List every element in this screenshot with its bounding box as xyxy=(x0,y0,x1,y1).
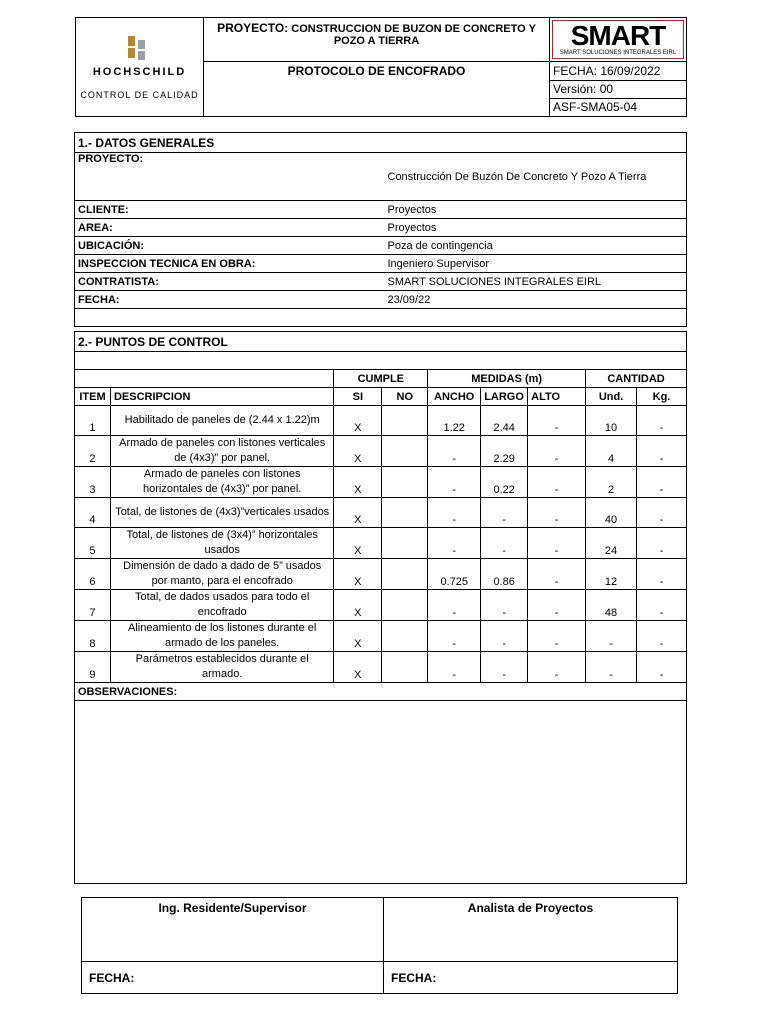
inspection-value: Ingeniero Supervisor xyxy=(385,255,687,273)
control-points-title: 2.- PUNTOS DE CONTROL xyxy=(75,332,687,352)
cell-desc: Dimensión de dado a dado de 5” usados por manto, para el encofrado xyxy=(110,559,333,590)
general-data-title: 1.- DATOS GENERALES xyxy=(75,133,687,153)
project-title: PROYECTO: CONSTRUCCION DE BUZON DE CONCRETO Y POZO A TIERRA xyxy=(204,18,550,62)
cell-alto: - xyxy=(528,652,586,683)
cell-si: X xyxy=(334,436,382,467)
header-version: Versión: 00 xyxy=(550,80,687,98)
location-value: Poza de contingencia xyxy=(385,237,687,255)
cell-ancho: - xyxy=(428,621,481,652)
cell-si: X xyxy=(334,559,382,590)
hochschild-logo-text: HOCHSCHILD xyxy=(92,66,187,78)
cell-ancho: - xyxy=(428,590,481,621)
contractor-value: SMART SOLUCIONES INTEGRALES EIRL xyxy=(385,273,687,291)
area-value: Proyectos xyxy=(385,219,687,237)
cell-no xyxy=(382,652,428,683)
cell-si: X xyxy=(334,621,382,652)
inspection-label: INSPECCION TECNICA EN OBRA: xyxy=(75,255,385,273)
table-row xyxy=(75,467,687,498)
cell-si: X xyxy=(334,590,382,621)
cell-largo: - xyxy=(481,652,528,683)
cell-und: 2 xyxy=(586,467,637,498)
project-label: PROYECTO: xyxy=(75,153,385,201)
cell-item: 4 xyxy=(75,498,111,528)
table-row xyxy=(75,498,687,528)
protocol-title: PROTOCOLO DE ENCOFRADO xyxy=(204,62,550,117)
smart-logo xyxy=(552,20,684,59)
cell-largo: 0.22 xyxy=(481,467,528,498)
cell-item: 3 xyxy=(75,467,111,498)
smart-logo-subtitle: SMART SOLUCIONES INTEGRALES EIRL xyxy=(559,50,677,57)
cell-alto: - xyxy=(528,590,586,621)
spacer-row xyxy=(75,352,687,370)
cell-largo: 2.44 xyxy=(481,406,528,436)
table-row xyxy=(75,621,687,652)
client-label: CLIENTE: xyxy=(75,201,385,219)
header-code: ASF-SMA05-04 xyxy=(550,98,687,116)
cell-kg: - xyxy=(637,590,687,621)
cell-item: 9 xyxy=(75,652,111,683)
cell-si: X xyxy=(334,406,382,436)
cell-desc: Alineamiento de los listones durante el armado de los paneles. xyxy=(110,621,333,652)
smart-logo-cell xyxy=(550,18,687,62)
cell-ancho: - xyxy=(428,498,481,528)
cell-und: 12 xyxy=(586,559,637,590)
cell-largo: - xyxy=(481,590,528,621)
col-si: SI xyxy=(334,388,382,406)
cell-und: - xyxy=(586,621,637,652)
cell-kg: - xyxy=(637,436,687,467)
general-data-section xyxy=(74,132,687,327)
cell-ancho: - xyxy=(428,467,481,498)
cell-und: 48 xyxy=(586,590,637,621)
cell-largo: 2.29 xyxy=(481,436,528,467)
cell-desc: Total, de listones de (3x4)” horizontales usados xyxy=(110,528,333,559)
cell-no xyxy=(382,406,428,436)
cell-kg: - xyxy=(637,559,687,590)
cell-si: X xyxy=(334,467,382,498)
cell-no xyxy=(382,528,428,559)
cantidad-header: CANTIDAD xyxy=(586,370,687,388)
control-rows xyxy=(75,406,687,683)
signature-date-left: FECHA: xyxy=(82,962,384,994)
cell-desc: Armado de paneles con listones verticales de (4x3)” por panel. xyxy=(110,436,333,467)
cell-no xyxy=(382,590,428,621)
cell-ancho: - xyxy=(428,652,481,683)
table-row xyxy=(75,528,687,559)
observations-area xyxy=(75,701,687,884)
cell-ancho: 0.725 xyxy=(428,559,481,590)
cell-desc: Armado de paneles con listones horizontales de (4x3)” por panel. xyxy=(110,467,333,498)
cell-alto: - xyxy=(528,621,586,652)
cell-no xyxy=(382,621,428,652)
cell-largo: 0.86 xyxy=(481,559,528,590)
blank-header-cell xyxy=(75,370,334,388)
signature-residente: Ing. Residente/Supervisor xyxy=(82,898,384,962)
cell-alto: - xyxy=(528,467,586,498)
col-item: ITEM xyxy=(75,388,111,406)
cell-desc: Habilitado de paneles de (2.44 x 1.22)m xyxy=(110,406,333,436)
contractor-label: CONTRATISTA: xyxy=(75,273,385,291)
cell-ancho: - xyxy=(428,436,481,467)
cell-largo: - xyxy=(481,528,528,559)
cumple-header: CUMPLE xyxy=(334,370,428,388)
col-alto: ALTO xyxy=(528,388,586,406)
col-und: Und. xyxy=(586,388,637,406)
date-label: FECHA: xyxy=(75,291,385,309)
cell-kg: - xyxy=(637,406,687,436)
cell-item: 7 xyxy=(75,590,111,621)
cell-desc: Parámetros establecidos durante el armado. xyxy=(110,652,333,683)
cell-alto: - xyxy=(528,436,586,467)
cell-und: 10 xyxy=(586,406,637,436)
cell-no xyxy=(382,559,428,590)
cell-alto: - xyxy=(528,528,586,559)
observations-label: OBSERVACIONES: xyxy=(75,683,687,701)
table-row xyxy=(75,590,687,621)
cell-alto: - xyxy=(528,498,586,528)
cell-kg: - xyxy=(637,621,687,652)
cell-alto: - xyxy=(528,559,586,590)
date-value: 23/09/22 xyxy=(385,291,687,309)
cell-und: 40 xyxy=(586,498,637,528)
table-row xyxy=(75,406,687,436)
header-date: FECHA: 16/09/2022 xyxy=(550,62,687,80)
table-row xyxy=(75,652,687,683)
cell-item: 2 xyxy=(75,436,111,467)
cell-si: X xyxy=(334,498,382,528)
cell-largo: - xyxy=(481,498,528,528)
signature-date-right: FECHA: xyxy=(384,962,678,994)
cell-und: - xyxy=(586,652,637,683)
cell-kg: - xyxy=(637,467,687,498)
spacer-row xyxy=(75,309,687,327)
cell-largo: - xyxy=(481,621,528,652)
area-label: AREA: xyxy=(75,219,385,237)
control-points-section xyxy=(74,331,687,884)
col-no: NO xyxy=(382,388,428,406)
client-value: Proyectos xyxy=(385,201,687,219)
table-row xyxy=(75,559,687,590)
cell-ancho: 1.22 xyxy=(428,406,481,436)
hochschild-logo-icon xyxy=(125,34,155,62)
quality-control-label: CONTROL DE CALIDAD xyxy=(80,90,199,100)
cell-si: X xyxy=(334,528,382,559)
hochschild-logo-cell xyxy=(76,18,204,117)
cell-desc: Total, de listones de (4x3)”verticales usados xyxy=(110,498,333,528)
col-ancho: ANCHO xyxy=(428,388,481,406)
cell-item: 6 xyxy=(75,559,111,590)
signatures-section xyxy=(81,897,678,994)
cell-no xyxy=(382,436,428,467)
signature-analista: Analista de Proyectos xyxy=(384,898,678,962)
cell-alto: - xyxy=(528,406,586,436)
location-label: UBICACIÓN: xyxy=(75,237,385,255)
cell-desc: Total, de dados usados para todo el encofrado xyxy=(110,590,333,621)
cell-no xyxy=(382,498,428,528)
medidas-header: MEDIDAS (m) xyxy=(428,370,586,388)
cell-no xyxy=(382,467,428,498)
col-kg: Kg. xyxy=(637,388,687,406)
cell-und: 24 xyxy=(586,528,637,559)
cell-kg: - xyxy=(637,498,687,528)
cell-kg: - xyxy=(637,528,687,559)
cell-kg: - xyxy=(637,652,687,683)
document-header xyxy=(75,17,687,117)
col-descripcion: DESCRIPCION xyxy=(110,388,333,406)
smart-logo-text: SMART xyxy=(570,20,666,52)
table-row xyxy=(75,436,687,467)
col-largo: LARGO xyxy=(481,388,528,406)
project-value: Construcción De Buzón De Concreto Y Pozo A Tierra xyxy=(385,153,687,201)
cell-item: 1 xyxy=(75,406,111,436)
cell-und: 4 xyxy=(586,436,637,467)
cell-si: X xyxy=(334,652,382,683)
cell-ancho: - xyxy=(428,528,481,559)
cell-item: 8 xyxy=(75,621,111,652)
cell-item: 5 xyxy=(75,528,111,559)
